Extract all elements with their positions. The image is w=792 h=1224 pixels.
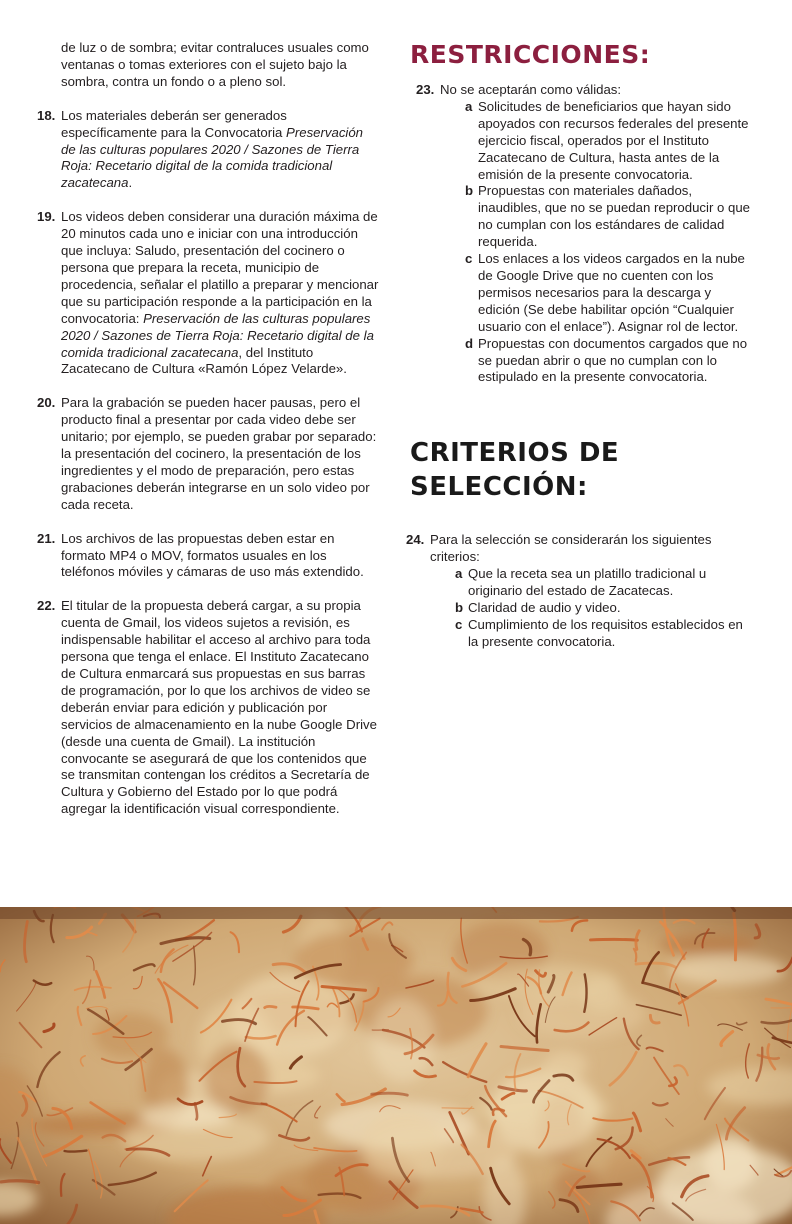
- texture-strand: [65, 1151, 87, 1152]
- item-number: 22.: [37, 598, 56, 614]
- right-column: [406, 40, 752, 668]
- item-number: 24.: [406, 532, 425, 548]
- list-item: [465, 336, 752, 387]
- texture-blotch: [141, 1104, 233, 1129]
- left-column: [37, 40, 379, 835]
- item-23: [416, 82, 752, 386]
- item-18: [37, 108, 379, 193]
- list-letter: b: [455, 599, 464, 615]
- list-item: [455, 566, 752, 600]
- texture-blotch: [669, 956, 786, 985]
- list-letter: a: [455, 566, 463, 582]
- item-number: 20.: [37, 395, 56, 411]
- item-text: Los videos deben considerar una duración máxima de 20 minutos cada uno e iniciar con una introducción que incluya: Saludo, presentación del cocinero o persona que prepara la receta, municipio de procedencia, señalar el platillo a preparar y mencionar que su participación responde a la participación en la convocatoria: Preservación de las culturas populares 2020 / Sazones de Tierra Roja: Recetario digital de la comida tradicional zacatecana, del Instituto Zacatecano de Cultura «Ramón López Velarde».: [61, 209, 379, 377]
- restricciones-heading: RESTRICCIONES:: [410, 40, 651, 69]
- list-text: Propuestas con documentos cargados que no se puedan abrir o que no cumplan con lo estipulado en la presente convocatoria.: [478, 335, 748, 385]
- criterios-list: [455, 566, 752, 651]
- item-text: Los materiales deberán ser generados específicamente para la Convocatoria Preservación de las culturas populares 2020 / Sazones de Tierra Roja: Recetario digital de la comida tradicional zacatecana.: [61, 107, 364, 191]
- item-21: [37, 531, 379, 582]
- list-item: [465, 251, 752, 336]
- list-letter: d: [465, 335, 474, 351]
- list-letter: c: [455, 616, 463, 632]
- list-text: Claridad de audio y video.: [468, 599, 621, 615]
- list-text: Propuestas con materiales dañados, inaudibles, que no se puedan reproducir o que no cumplan con los estándares de calidad requerida.: [478, 183, 751, 250]
- criterios-heading: CRITERIOS DE SELECCIÓN:: [410, 438, 620, 503]
- list-text: Solicitudes de beneficiarios que hayan sido apoyados con recursos federales del presente ejercicio fiscal, operados por el Instituto Zacatecano de Cultura, hasta antes de la emisión de la presente convocatoria.: [478, 98, 749, 182]
- list-text: Los enlaces a los videos cargados en la nube de Google Drive que no cuenten con los permisos necesarios para la descarga y edición (Se debe habilitar opción “Cualquier usuario con el enlace”). Asignar rol de lector.: [478, 251, 745, 334]
- item-number: 18.: [37, 107, 56, 123]
- list-item: [465, 99, 752, 184]
- texture-strand: [1, 1181, 39, 1183]
- texture-strand: [442, 1108, 474, 1109]
- item-text: Para la grabación se pueden hacer pausas, pero el producto final a presentar por cada video debe ser unitario; por ejemplo, se pueden grabar por separado: la presentación del cocinero, la presentación de los ingredientes y el modo de preparación, pero estas grabaciones deberán integrarse en un solo video por cada receta.: [61, 395, 377, 512]
- item-intro: No se aceptarán como válidas:: [440, 82, 622, 97]
- texture-blotch: [294, 931, 414, 988]
- list-item: [465, 183, 752, 251]
- item-text: Los archivos de las propuestas deben estar en formato MP4 o MOV, formatos usuales en los teléfonos móviles y cámaras de uso más extendido.: [61, 530, 364, 580]
- item-20: [37, 395, 379, 513]
- list-item: [455, 617, 752, 651]
- food-photo: [0, 907, 792, 1224]
- list-letter: a: [465, 98, 473, 114]
- list-text: Que la receta sea un platillo tradicional u originario del estado de Zacatecas.: [468, 566, 707, 599]
- texture-strand: [591, 939, 638, 940]
- restricciones-list: [465, 99, 752, 386]
- list-letter: c: [465, 251, 473, 267]
- item-19: [37, 209, 379, 378]
- list-item: [455, 600, 752, 617]
- item-number: 23.: [416, 82, 435, 97]
- item-22: [37, 598, 379, 818]
- item-intro: Para la selección se considerarán los siguientes criterios:: [430, 532, 712, 565]
- continuation-paragraph: de luz o de sombra; evitar contraluces usuales como ventanas o tomas exteriores con el sujeto bajo la sombra, contra un fondo o a pleno sol.: [61, 40, 369, 89]
- item-number: 21.: [37, 530, 56, 546]
- item-number: 19.: [37, 209, 56, 225]
- item-24: [406, 532, 752, 650]
- list-letter: b: [465, 183, 474, 199]
- food-texture-image: [0, 907, 792, 1224]
- texture-strand: [265, 1006, 276, 1007]
- list-text: Cumplimiento de los requisitos establecidos en la presente convocatoria.: [468, 616, 743, 649]
- texture-blotch: [371, 999, 434, 1083]
- item-text: El titular de la propuesta deberá cargar, a su propia cuenta de Gmail, los videos sujetos a revisión, es indispensable habilitar el acceso al archivo para toda persona que tenga el enlace. El Instituto Zacatecano de Cultura enmarcará sus propuestas en sus barras de programación, por lo que los archivos de video se deberán enviar para edición y publicación por servicios de almacenamiento en la nube Google Drive (desde una cuenta de Gmail). La institución convocante se asegurará de que los contenidos que se transmitan contengan los créditos a Secretaría de Cultura y Gobierno del Estado por lo que podrá agregar la identificación visual correspondiente.: [61, 598, 377, 817]
